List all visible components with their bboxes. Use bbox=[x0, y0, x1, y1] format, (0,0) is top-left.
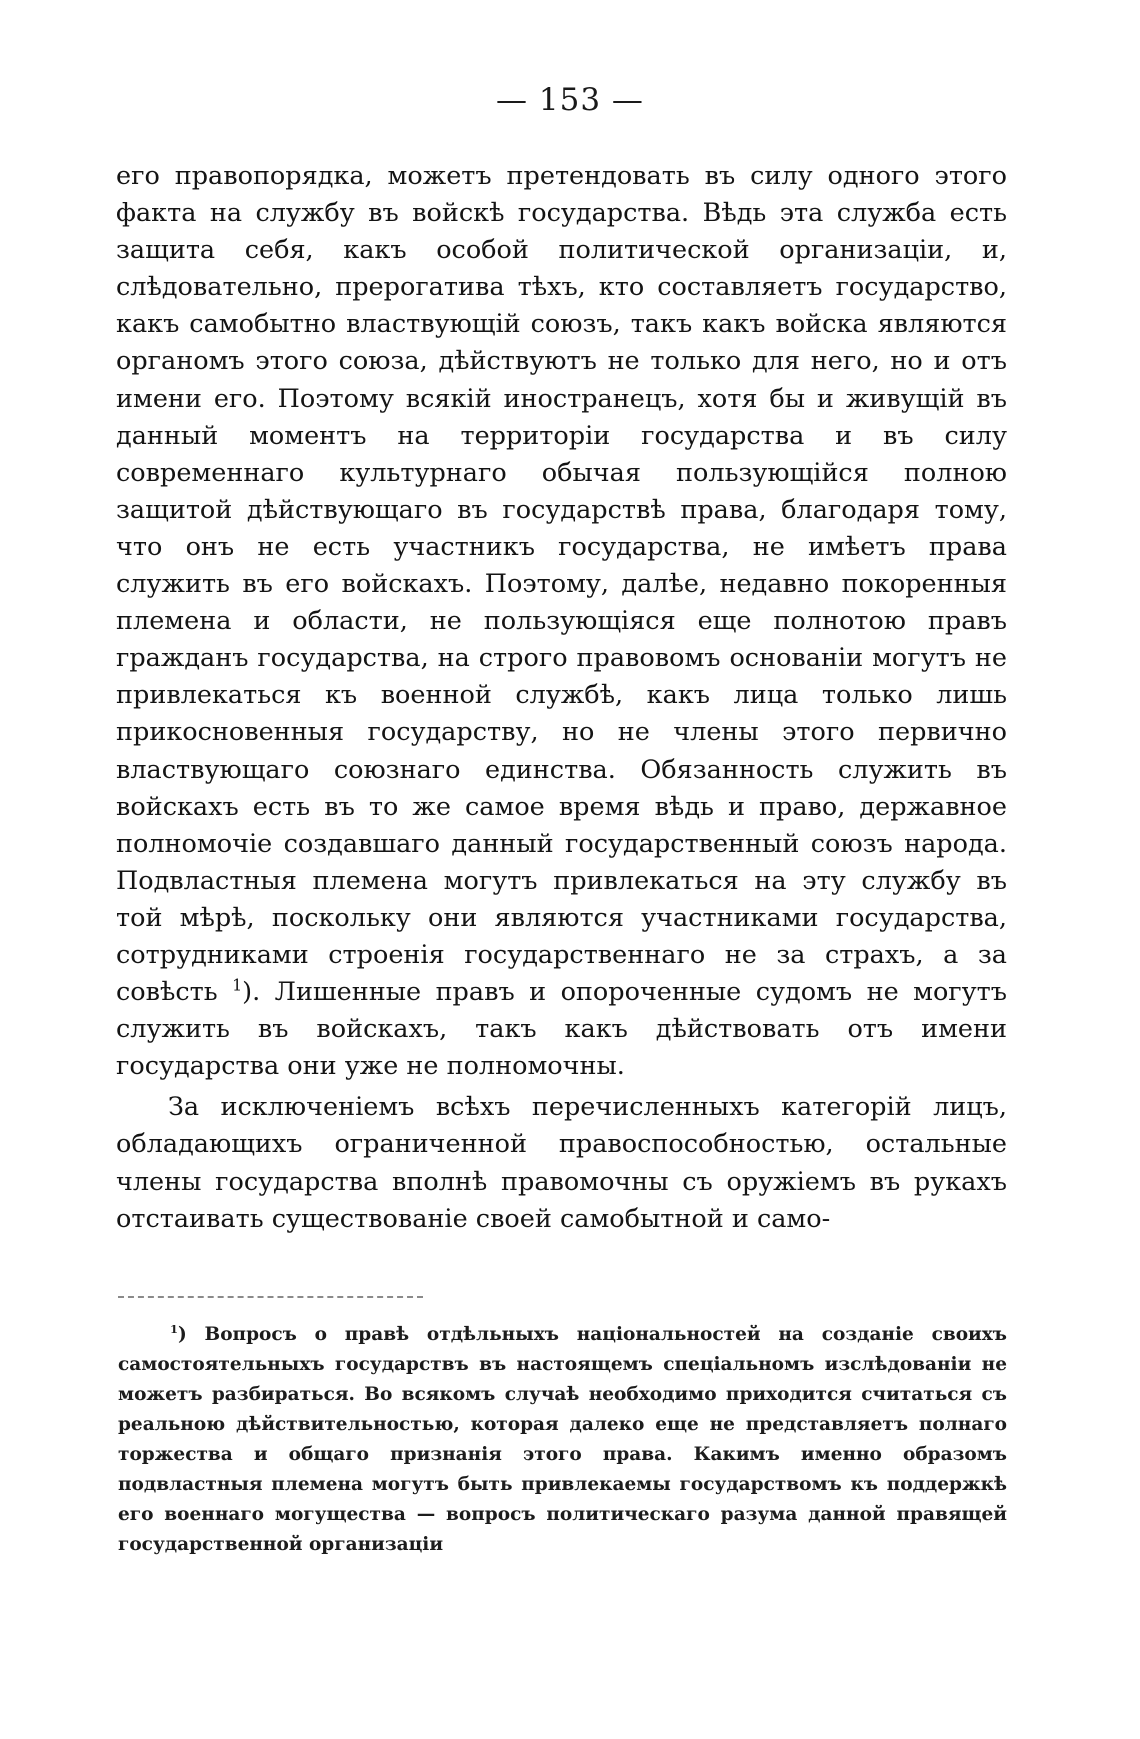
footnote-1-text: ) Вопросъ о правѣ отдѣльныхъ національностей на созданіе своихъ самостоятельныхъ государствъ въ настоящемъ спеціальномъ изслѣдованіи не можетъ разбираться. Во всякомъ случаѣ необходимо приходится считаться съ реальною дѣйствительностью, которая далеко еще не представляетъ полнаго торжества и общаго признанія этого права. Какимъ именно образомъ подвластныя племена могутъ быть привлекаемы государствомъ къ поддержкѣ его военнаго могущества — вопросъ политическаго разума данной правящей государственной организаціи bbox=[118, 1324, 1007, 1555]
footnote-reference[interactable]: 1 bbox=[232, 975, 243, 995]
page-number: — 153 — bbox=[496, 82, 644, 118]
footnote-marker: 1 bbox=[170, 1321, 178, 1336]
paragraph-1-text: его правопорядка, можетъ претендовать въ силу одного этого факта на службу въ войскѣ государства. Вѣдь эта служба есть защита себя, какъ особой политической организаціи, и, слѣдовательно, прерогатива тѣхъ, кто составляетъ государство, какъ самобытно властвующій союзъ, такъ какъ войска являются органомъ этого союза, дѣйствуютъ не только для него, но и отъ имени его. Поэтому всякій иностранецъ, хотя бы и живущій въ данный моментъ на территоріи государства и въ силу современнаго культурнаго обычая пользующійся полною защитой дѣйствующаго въ государствѣ права, благодаря тому, что онъ не есть участникъ государства, не имѣетъ права служить въ его войскахъ. Поэтому, далѣе, недавно покоренныя племена и области, не пользующіяся еще полнотою правъ гражданъ государства, на строго правовомъ основаніи могутъ не привлекаться къ военной службѣ, какъ лица только лишь прикосновенныя государству, но не члены этого первично властвующаго союзнаго единства. Обязанность служить въ войскахъ есть въ то же самое время вѣдь и право, державное полномочіе создавшаго данный государственный союзъ народа. Подвластныя племена могутъ привлекаться на эту службу въ той мѣрѣ, поскольку они являются участниками государства, сотрудниками строенія государственнаго не за страхъ, а за совѣсть bbox=[116, 161, 1007, 1008]
paragraph-1-end: ). Лишенные правъ и опороченные судомъ не могутъ служить въ войскахъ, такъ какъ дѣйствовать отъ имени государства они уже не полномочны. bbox=[116, 977, 1007, 1082]
main-text bbox=[116, 158, 1007, 1238]
footnotes bbox=[118, 1320, 1007, 1560]
footnote-1 bbox=[118, 1320, 1007, 1560]
paragraph-1 bbox=[116, 158, 1007, 1085]
footnote-divider bbox=[118, 1296, 423, 1298]
paragraph-2: За исключеніемъ всѣхъ перечисленныхъ категорій лицъ, обладающихъ ограниченной правоспособностью, остальные члены государства вполнѣ правомочны съ оружіемъ въ рукахъ отстаивать существованіе своей самобытной и само- bbox=[116, 1092, 1007, 1234]
